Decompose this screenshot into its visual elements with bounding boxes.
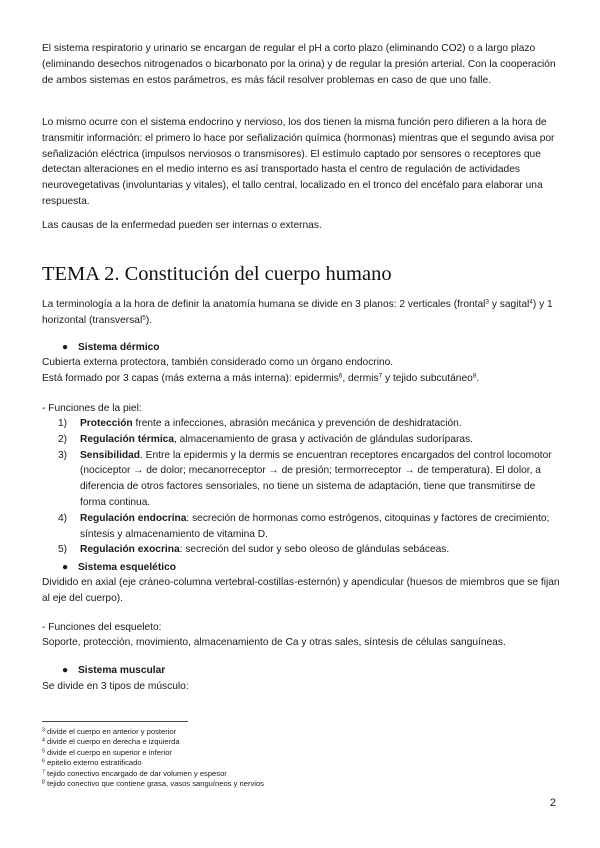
footnote-ref-4[interactable]: 4 xyxy=(529,298,533,306)
footnote-ref-6[interactable]: 6 xyxy=(338,372,343,380)
heading-sistema-dermico: ● Sistema dérmico xyxy=(42,340,160,356)
dermico-layers: Está formado por 3 capas (más externa a más interna): epidermis$^6$, dermis$^7$ y tejido subcutáneo$^8$. xyxy=(42,372,480,384)
list-item: 5) Regulación exocrina: secreción del sudor y sebo oleoso de glándulas sebáceas. xyxy=(58,544,450,556)
footnote-item: $^8$ tejido conectivo que contiene grasa, vasos sanguíneos y nervios xyxy=(42,779,264,789)
bullet-icon: ● xyxy=(62,665,69,676)
paragraph-anatomical-planes: La terminología a la hora de definir la anatomía humana se divide en 3 planos: 2 verticales (frontal$^3$ y sagital$^4$) y 1 horizontal (transversal$^5$). xyxy=(42,298,553,326)
list-item: 4) Regulación endocrina: secreción de hormonas como estrógenos, citoquinas y factores de crecimiento; síntesis y almacenamiento de vitamina D. xyxy=(58,512,550,540)
skin-functions-label: - Funciones de la piel: xyxy=(42,403,142,414)
footnote-item: $^7$ tejido conectivo encargado de dar volumen y espesor xyxy=(42,768,227,778)
list-item: 1) Protección frente a infecciones, abrasión mecánica y prevención de deshidratación. xyxy=(58,418,462,429)
paragraph-ph-regulation: El sistema respiratorio y urinario se encargan de regular el pH a corto plazo (eliminando CO2) o a largo plazo (eliminando desechos nitrogenados o bicarbonato por la orina) y de regular la presión arterial. Con la cooperación de ambos sistemas en estos parámetros, es más fácil resolver problemas en caso de que uno falle. xyxy=(42,43,556,86)
skin-functions-list xyxy=(58,416,558,558)
skeleton-functions-text: Soporte, protección, movimiento, almacenamiento de Ca y otras sales, síntesis de células sanguíneas. xyxy=(42,637,506,648)
footnote-ref-8[interactable]: 8 xyxy=(472,372,477,380)
dermico-description: Cubierta externa protectora, también considerado como un órgano endocrino. xyxy=(42,357,394,368)
footnote-ref-7[interactable]: 7 xyxy=(378,372,383,380)
bullet-icon: ● xyxy=(62,562,69,573)
heading-sistema-muscular: ● Sistema muscular xyxy=(42,663,165,679)
footnote-item: $^6$ epitelio externo estratificado xyxy=(42,758,142,768)
list-item: 3) Sensibilidad. Entre la epidermis y la dermis se encuentran receptores encargados del control locomotor (nociceptor → de dolor; mecanorreceptor → de presión; termorreceptor → de temperatura). El dolor, a diferencia de otros factores sensoriales, no tiene un sistema de adaptación, tiene que transmitirse de forma continua. xyxy=(58,449,552,508)
paragraph-endocrine-nervous: Lo mismo ocurre con el sistema endocrino y nervioso, los dos tienen la misma función pero difieren a la hora de transmitir información: el primero lo hace por señalización química (hormonas) mientras que el segundo avisa por señalización eléctrica (impulsos nerviosos o transmisores). El estímulo captado por sensores o receptores que detectan alteraciones en el medio interno es así transportado hasta el centro de regulación de actividades neurovegetativas (involuntarias y vitales), el tallo central, localizado en el tronco del encéfalo para elaborar una respuesta. xyxy=(42,117,555,207)
list-item: 2) Regulación térmica, almacenamiento de grasa y activación de glándulas sudoríparas. xyxy=(58,433,473,445)
footnote-item: $^4$ divide el cuerpo en derecha e izquierda xyxy=(42,737,180,747)
page-number: 2 xyxy=(549,797,556,809)
muscular-description: Se divide en 3 tipos de músculo: xyxy=(42,681,189,692)
footnote-ref-3[interactable]: 3 xyxy=(485,298,490,306)
bullet-icon: ● xyxy=(62,342,69,353)
footnote-ref-5[interactable]: 5 xyxy=(142,314,146,322)
footnote-divider xyxy=(42,721,188,722)
footnotes-list xyxy=(42,727,264,789)
footnote-item: $^5$ divide el cuerpo en superior e inferior xyxy=(42,747,172,757)
esqueletico-description: Dividido en axial (eje cráneo-columna vertebral-costillas-esternón) y apendicular (huesos de miembros que se fijan al eje del cuerpo). xyxy=(42,577,560,604)
footnote-item: $^3$ divide el cuerpo en anterior y posterior xyxy=(42,727,177,736)
heading-sistema-esqueletico: ● Sistema esquelético xyxy=(42,560,176,576)
paragraph-disease-causes: Las causas de la enfermedad pueden ser internas o externas. xyxy=(42,220,322,231)
skeleton-functions-label: - Funciones del esqueleto: xyxy=(42,622,162,633)
section-title: TEMA 2. Constitución del cuerpo humano xyxy=(42,263,392,285)
